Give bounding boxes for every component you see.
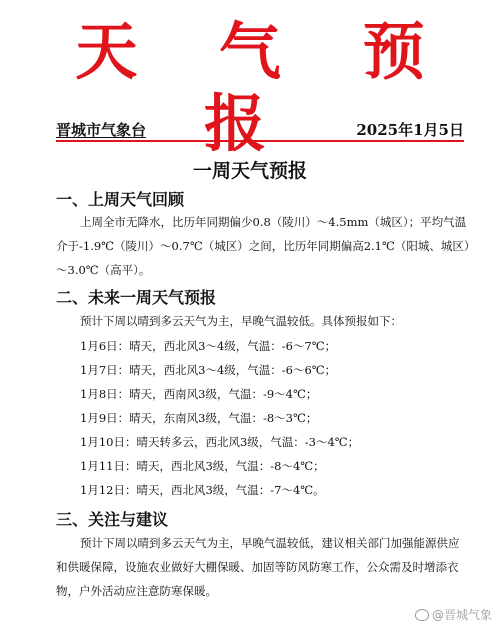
forecast-intro: 预计下周以晴到多云天气为主，早晚气温较低。具体预报如下： [80,314,402,328]
red-divider [56,140,464,142]
watermark [415,606,492,623]
masthead-title: 天 气 预 报 [75,15,455,160]
issuer: 晋城市气象台 [56,121,147,139]
section-paragraph-review: 上周全市无降水，比历年同期偏少0.8（陵川）～4.5mm（城区）；平均气温介于-1.9℃（陵川）～0.7℃（城区）之间，比历年同期偏高2.1℃（阳城、城区）～3.0℃（高平）。 [56,215,470,277]
forecast-day: 1月6日：晴天，西北风3～4级，气温：-6～7℃； [80,339,337,353]
issue-date: 2025年1月5日 [356,121,464,139]
section-paragraph-advice: 预计下周以晴到多云天气为主，早晚气温较低，建议相关部门加强能源供应和供暖保障，设施农业做好大棚保暖、加固等防风防寒工作，公众需及时增添衣物，户外活动应注意防寒保暖。 [56,536,460,598]
section-heading-advice: 三、关注与建议 [56,510,169,529]
forecast-day: 1月10日：晴天转多云，西北风3级，气温：-3～4℃； [80,435,360,449]
weibo-icon [415,609,429,621]
forecast-day: 1月12日：晴天，西北风3级，气温：-7～4℃。 [80,483,325,497]
section-heading-review: 一、上周天气回顾 [56,190,185,209]
document-title: 一周天气预报 [192,160,307,182]
forecast-day: 1月8日：晴天，西南风3级，气温：-9～4℃； [80,387,318,401]
forecast-day: 1月11日：晴天，西北风3级，气温：-8～4℃； [80,459,325,473]
section-heading-forecast: 二、未来一周天气预报 [56,288,217,307]
forecast-day: 1月7日：晴天，西北风3～4级，气温：-6～6℃； [80,363,337,377]
issuer-line [56,118,464,140]
watermark-text: @晋城气象 [431,608,492,622]
forecast-day: 1月9日：晴天，东南风3级，气温：-8～3℃； [80,411,318,425]
